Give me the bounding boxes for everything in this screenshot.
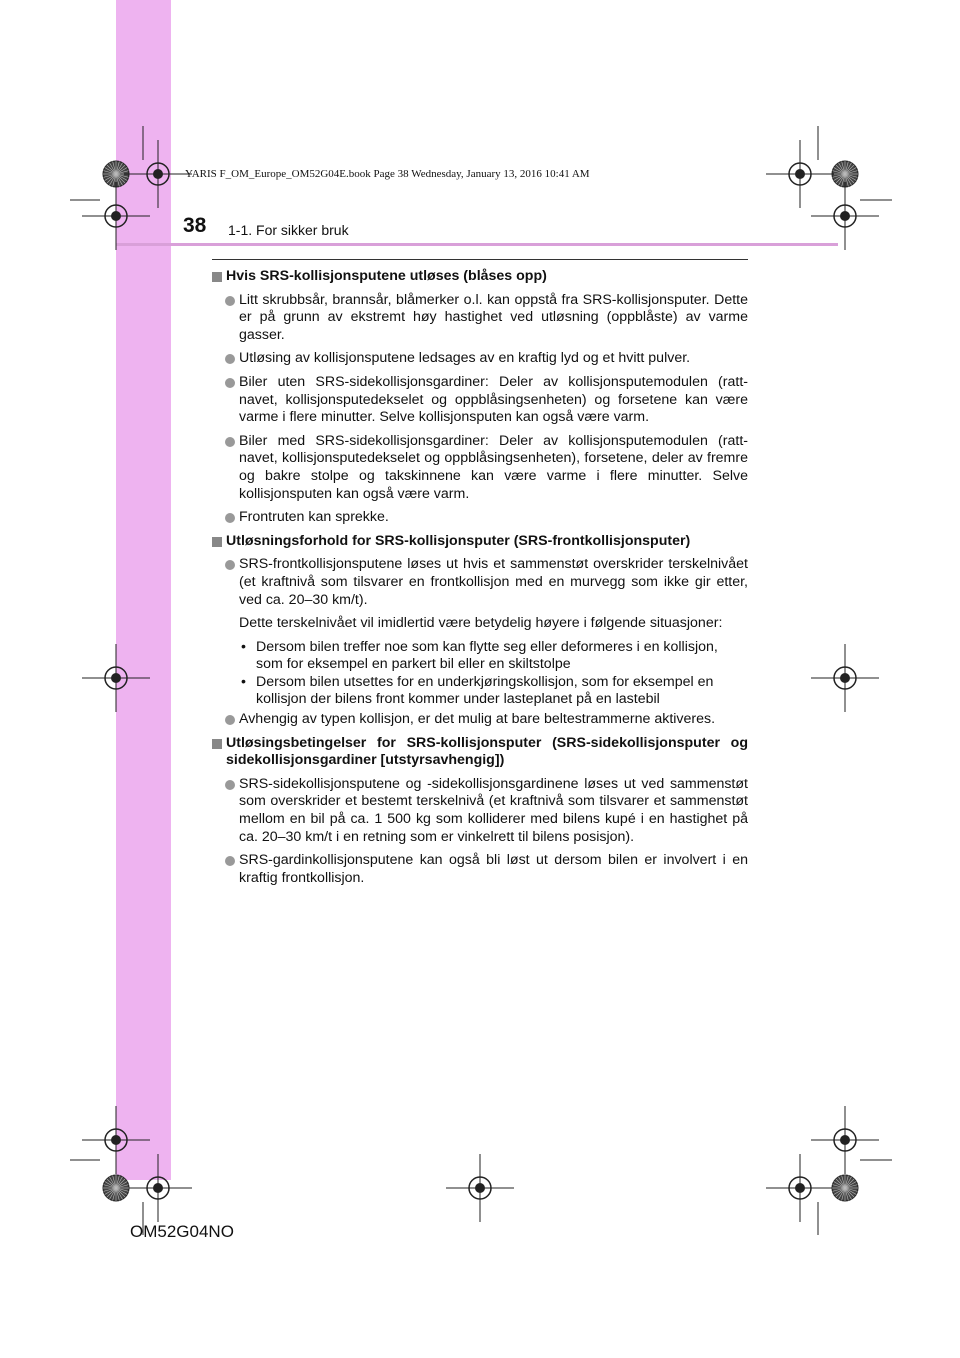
list-item: Utløsing av kollisjonsputene ledsages av en kraftig lyd og et hvitt pulver. [212,350,748,368]
section-heading: Utløsningsforhold for SRS-kollisjonsputer (SRS-frontkollisjonsputer) [212,533,748,551]
book-filename: YARIS F_OM_Europe_OM52G04E.book Page 38 Wednesday, January 13, 2016 10:41 AM [185,168,590,180]
round-bullet-icon [225,437,235,447]
document-code: OM52G04NO [130,1222,234,1241]
sunburst-mark-icon [103,1175,129,1201]
page-content [212,268,748,893]
round-bullet-icon [225,513,235,523]
list-item: Frontruten kan sprekke. [212,509,748,527]
sub-list [212,639,748,709]
round-bullet-icon [225,378,235,388]
round-bullet-icon [225,560,235,570]
list-item: Litt skrubbsår, brannsår, blåmerker o.l. kan oppstå fra SRS-kollisjonsputer. Dette er på grunn av ekstremt høy hastighet ved utløsning (oppblåste) av varme gasser. [212,292,748,345]
list-item: Biler uten SRS-sidekollisjonsgardiner: Deler av kollisjonsputemodulen (ratt-navet, kollisjonsputedekselet og oppblåsingsenheten) og forsetene kan være varme i flere minutter. Selve kollisjonsputen kan også være varm. [212,374,748,427]
square-bullet-icon [212,739,222,749]
section-heading: Hvis SRS-kollisjonsputene utløses (blåses opp) [212,268,748,286]
square-bullet-icon [212,272,222,282]
list-item: SRS-gardinkollisjonsputene kan også bli løst ut dersom bilen er involvert i en kraftig frontkollisjon. [212,852,748,887]
list-item: SRS-frontkollisjonsputene løses ut hvis et sammenstøt overskrider terskelnivået (et kraftnivå som tilsvarer en frontkollisjon med en murvegg som ikke gir etter, ved ca. 20–30 km/t). [212,556,748,609]
round-bullet-icon [225,856,235,866]
round-bullet-icon [225,715,235,725]
sub-list-item: • Dersom bilen treffer noe som kan flytte seg eller deformeres i en kollisjon, som for eksempel en parkert bil eller en skiltstolpe [241,638,718,673]
round-bullet-icon [225,296,235,306]
section-heading: Utløsingsbetingelser for SRS-kollisjonsputer (SRS-sidekollisjonsputer og sidekollisjonsgardiner [utstyrsavhengig]) [212,735,748,770]
round-bullet-icon [225,780,235,790]
square-bullet-icon [212,537,222,547]
list-item: Avhengig av typen kollisjon, er det mulig at bare beltestrammerne aktiveres. [212,711,748,729]
sub-list-item: • Dersom bilen utsettes for en underkjøringskollisjon, som for eksempel en kollisjon der bilens front kommer under lasteplanet på en lastebil [241,673,714,708]
paragraph: Dette terskelnivået vil imidlertid være betydelig høyere i følgende situasjoner: [239,615,723,632]
section-title: 1-1. For sikker bruk [228,222,349,238]
list-item: SRS-sidekollisjonsputene og -sidekollisjonsgardinene løses ut ved sammenstøt som overskrider et bestemt terskelnivå (et kraftnivå som tilsvarer et sammenstøt mellom en bil på ca. 1 500 kg som kolliderer med bilens kupé i en hastighet på ca. 20–30 km/t i en retning som er vinkelrett til bilens posisjon). [212,776,748,846]
sunburst-mark-icon [832,1175,858,1201]
page-number: 38 [183,214,207,237]
list-item: Biler med SRS-sidekollisjonsgardiner: Deler av kollisjonsputemodulen (ratt-navet, kollisjonsputedekselet og oppblåsingsenheten), forsetene, deler av fremre og bakre stolpe og takskinnene kan være varme i flere minutter. Selve kollisjonsputen kan også være varm. [212,433,748,503]
round-bullet-icon [225,354,235,364]
